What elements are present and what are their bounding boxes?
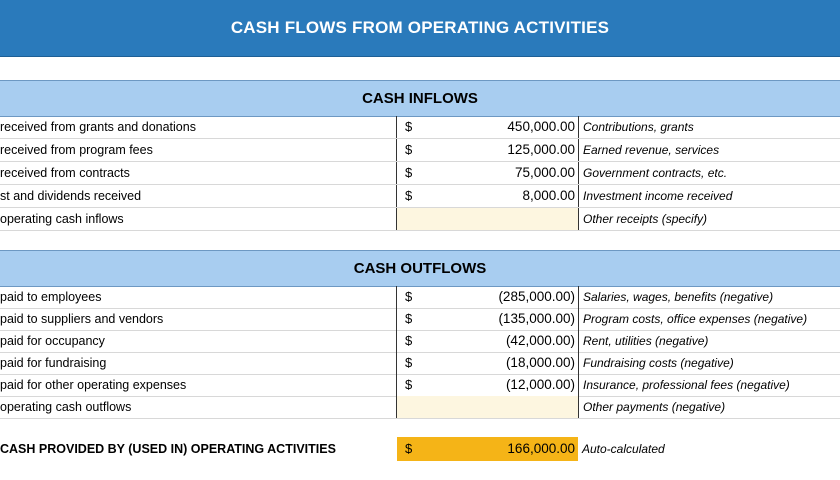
total-amount: 166,000.00: [507, 441, 575, 456]
amount-cell[interactable]: (18,000.00): [505, 355, 575, 370]
row-label: received from contracts: [0, 162, 397, 184]
amount-cell[interactable]: (135,000.00): [498, 311, 575, 326]
amount-cell[interactable]: (285,000.00): [498, 289, 575, 304]
total-row: [0, 437, 840, 461]
amount-input-cell[interactable]: [397, 396, 578, 418]
amount-cell[interactable]: (42,000.00): [505, 333, 575, 348]
amount-input-cell[interactable]: [397, 208, 578, 230]
outflow-row: [0, 286, 840, 309]
outflow-row: [0, 308, 840, 331]
row-note: Earned revenue, services: [578, 139, 719, 161]
row-note: Rent, utilities (negative): [578, 330, 708, 352]
inflow-row: [0, 116, 840, 139]
row-note: Other receipts (specify): [578, 208, 707, 230]
row-label: paid for other operating expenses: [0, 374, 397, 396]
cash-outflows-header: CASH OUTFLOWS: [0, 250, 840, 287]
row-label: paid for occupancy: [0, 330, 397, 352]
row-note: Program costs, office expenses (negative): [578, 308, 807, 330]
row-label: paid to employees: [0, 286, 397, 308]
row-label: paid to suppliers and vendors: [0, 308, 397, 330]
amount-cell[interactable]: (12,000.00): [505, 377, 575, 392]
row-note: Insurance, professional fees (negative): [578, 374, 790, 396]
outflow-row: [0, 352, 840, 375]
currency-symbol: $: [405, 165, 413, 180]
amount-cell[interactable]: 125,000.00: [507, 142, 575, 157]
row-note: Investment income received: [578, 185, 732, 207]
row-label: operating cash outflows: [0, 396, 397, 418]
row-note: Other payments (negative): [578, 396, 725, 418]
currency-symbol: $: [405, 119, 413, 134]
inflow-row: [0, 162, 840, 185]
inflow-row: [0, 185, 840, 208]
inflow-row: [0, 139, 840, 162]
row-note: Contributions, grants: [578, 116, 694, 138]
total-label: CASH PROVIDED BY (USED IN) OPERATING ACTIVITIES: [0, 442, 336, 456]
row-note: Salaries, wages, benefits (negative): [578, 286, 773, 308]
row-label: st and dividends received: [0, 185, 397, 207]
row-label: paid for fundraising: [0, 352, 397, 374]
inflow-row: [0, 208, 840, 231]
currency-symbol: $: [405, 188, 413, 203]
amount-cell[interactable]: 75,000.00: [514, 165, 575, 180]
amount-cell[interactable]: 8,000.00: [522, 188, 575, 203]
total-note: Auto-calculated: [582, 442, 665, 456]
currency-symbol: $: [405, 311, 413, 326]
row-note: Government contracts, etc.: [578, 162, 727, 184]
row-note: Fundraising costs (negative): [578, 352, 734, 374]
currency-symbol: $: [405, 355, 413, 370]
amount-cell[interactable]: 450,000.00: [507, 119, 575, 134]
row-label: received from program fees: [0, 139, 397, 161]
currency-symbol: $: [405, 289, 413, 304]
currency-symbol: $: [405, 377, 413, 392]
outflow-row: [0, 396, 840, 419]
outflow-row: [0, 374, 840, 397]
row-label: operating cash inflows: [0, 208, 397, 230]
outflow-row: [0, 330, 840, 353]
cash-inflows-header: CASH INFLOWS: [0, 80, 840, 117]
page-title: CASH FLOWS FROM OPERATING ACTIVITIES: [0, 0, 840, 57]
row-label: received from grants and donations: [0, 116, 397, 138]
currency-symbol: $: [405, 441, 413, 456]
currency-symbol: $: [405, 142, 413, 157]
currency-symbol: $: [405, 333, 413, 348]
